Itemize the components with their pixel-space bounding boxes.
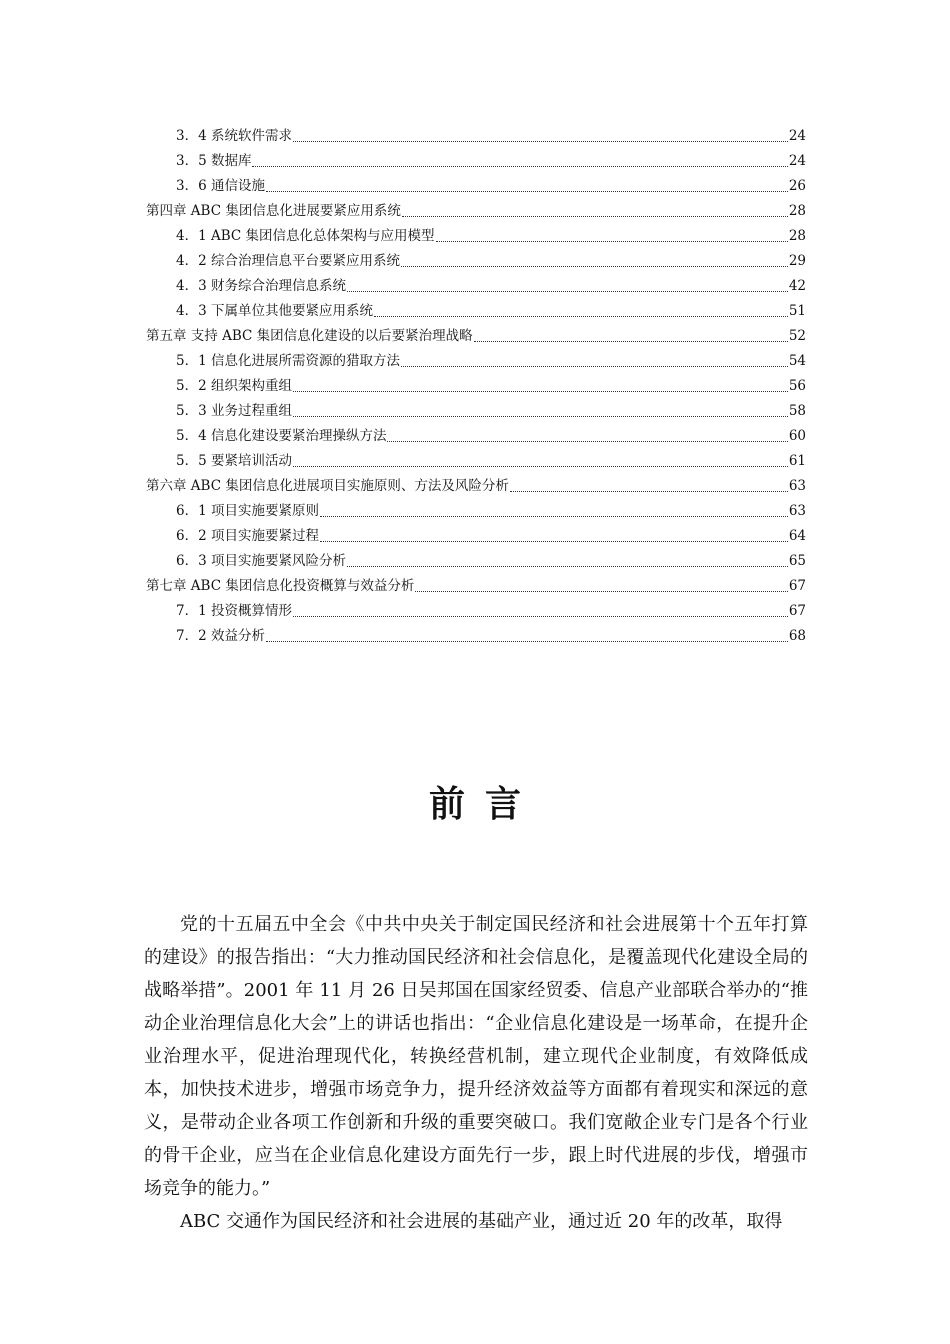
toc-entry-page-number: 65 [788, 553, 806, 569]
toc-entry-title: 5．1 信息化进展所需资源的猎取方法 [176, 353, 400, 369]
toc-entry-page-number: 63 [788, 478, 806, 494]
toc-entry[interactable] [146, 474, 806, 499]
toc-entry-title: 6．2 项目实施要紧过程 [176, 528, 319, 544]
toc-entry-title: 6．1 项目实施要紧原则 [176, 503, 319, 519]
preface-paragraph: ABC 交通作为国民经济和社会进展的基础产业，通过近 20 年的改革，取得 [180, 1211, 783, 1232]
toc-entry-page-number: 24 [788, 153, 806, 169]
toc-entry-title: 5．2 组织架构重组 [176, 378, 292, 394]
toc-entry-page-number: 67 [788, 578, 806, 594]
toc-entry[interactable] [146, 374, 806, 399]
toc-entry-page-number: 51 [788, 303, 806, 319]
toc-entry-title: 3．6 通信设施 [176, 178, 265, 194]
toc-entry[interactable] [146, 199, 806, 224]
toc-entry-title: 4．2 综合治理信息平台要紧应用系统 [176, 253, 400, 269]
toc-entry-page-number: 61 [788, 453, 806, 469]
toc-dot-leader [266, 640, 788, 642]
toc-dot-leader [293, 415, 788, 417]
toc-dot-leader [401, 365, 788, 367]
toc-entry-page-number: 42 [788, 278, 806, 294]
toc-entry-page-number: 67 [788, 603, 806, 619]
toc-entry[interactable] [146, 274, 806, 299]
toc-entry[interactable] [146, 574, 806, 599]
toc-entry-title: 第五章 支持 ABC 集团信息化建设的以后要紧治理战略 [146, 328, 473, 344]
toc-entry-title: 7．1 投资概算情形 [176, 603, 292, 619]
toc-entry-page-number: 63 [788, 503, 806, 519]
toc-entry-page-number: 68 [788, 628, 806, 644]
toc-entry[interactable] [146, 349, 806, 374]
toc-entry-page-number: 60 [788, 428, 806, 444]
toc-dot-leader [293, 615, 788, 617]
toc-dot-leader [401, 265, 788, 267]
toc-entry-title: 4．3 财务综合治理信息系统 [176, 278, 346, 294]
toc-dot-leader [293, 390, 788, 392]
preface-title: 前言 [428, 784, 541, 825]
toc-dot-leader [415, 590, 787, 592]
toc-entry[interactable] [146, 224, 806, 249]
toc-entry-page-number: 52 [788, 328, 806, 344]
toc-entry[interactable] [146, 124, 806, 149]
toc-entry-title: 7．2 效益分析 [176, 628, 265, 644]
toc-entry-page-number: 58 [788, 403, 806, 419]
preface-body [144, 908, 808, 1238]
toc-entry[interactable] [146, 424, 806, 449]
toc-entry-page-number: 56 [788, 378, 806, 394]
toc-dot-leader [293, 140, 788, 142]
toc-entry-page-number: 54 [788, 353, 806, 369]
toc-dot-leader [474, 340, 788, 342]
toc-entry-title: 4．3 下属单位其他要紧应用系统 [176, 303, 373, 319]
toc-entry-page-number: 29 [788, 253, 806, 269]
toc-entry[interactable] [146, 174, 806, 199]
toc-entry-title: 5．4 信息化建设要紧治理操纵方法 [176, 428, 387, 444]
toc-entry[interactable] [146, 624, 806, 649]
toc-entry-title: 第七章 ABC 集团信息化投资概算与效益分析 [146, 578, 415, 594]
toc-dot-leader [320, 515, 788, 517]
toc-entry[interactable] [146, 249, 806, 274]
toc-entry[interactable] [146, 324, 806, 349]
toc-entry-title: 第六章 ABC 集团信息化进展项目实施原则、方法及风险分析 [146, 478, 509, 494]
toc-entry[interactable] [146, 399, 806, 424]
toc-dot-leader [374, 315, 788, 317]
toc-dot-leader [347, 565, 788, 567]
toc-entry[interactable] [146, 449, 806, 474]
toc-dot-leader [252, 165, 787, 167]
table-of-contents [146, 124, 806, 649]
toc-entry-page-number: 28 [788, 228, 806, 244]
toc-entry[interactable] [146, 149, 806, 174]
toc-dot-leader [347, 290, 788, 292]
toc-entry-page-number: 24 [788, 128, 806, 144]
toc-entry[interactable] [146, 299, 806, 324]
toc-entry[interactable] [146, 499, 806, 524]
toc-entry-page-number: 64 [788, 528, 806, 544]
toc-dot-leader [387, 440, 787, 442]
toc-dot-leader [402, 215, 788, 217]
toc-dot-leader [266, 190, 788, 192]
preface-paragraph: 党的十五届五中全会《中共中央关于制定国民经济和社会进展第十个五年打算的建设》的报告指出：“大力推动国民经济和社会信息化，是覆盖现代化建设全局的战略举措”。2001 年 11 月 26 日吴邦国在国家经贸委、信息产业部联合举办的“推动企业治理信息化大会”上的讲话也指出：“企业信息化建设是一场革命，在提升企业治理水平，促进治理现代化，转换经营机制，建立现代企业制度，有效降低成本，加快技术进步，增强市场竞争力，提升经济效益等方面都有着现实和深远的意义，是带动企业各项工作创新和升级的重要突破口。我们宽敞企业专门是各个行业的骨干企业，应当在企业信息化建设方面先行一步，跟上时代进展的步伐，增强市场竞争的能力。” [144, 914, 808, 1199]
toc-entry-title: 4．1 ABC 集团信息化总体架构与应用模型 [176, 228, 435, 244]
toc-entry-title: 5．5 要紧培训活动 [176, 453, 292, 469]
toc-entry[interactable] [146, 524, 806, 549]
toc-entry[interactable] [146, 549, 806, 574]
toc-entry-title: 3．5 数据库 [176, 153, 252, 169]
toc-dot-leader [436, 240, 788, 242]
toc-entry-page-number: 26 [788, 178, 806, 194]
toc-dot-leader [293, 465, 788, 467]
toc-entry-page-number: 28 [788, 203, 806, 219]
toc-entry-title: 3．4 系统软件需求 [176, 128, 292, 144]
toc-entry-title: 6．3 项目实施要紧风险分析 [176, 553, 346, 569]
toc-entry-title: 5．3 业务过程重组 [176, 403, 292, 419]
toc-dot-leader [320, 540, 788, 542]
toc-dot-leader [510, 490, 788, 492]
toc-entry[interactable] [146, 599, 806, 624]
toc-entry-title: 第四章 ABC 集团信息化进展要紧应用系统 [146, 203, 401, 219]
